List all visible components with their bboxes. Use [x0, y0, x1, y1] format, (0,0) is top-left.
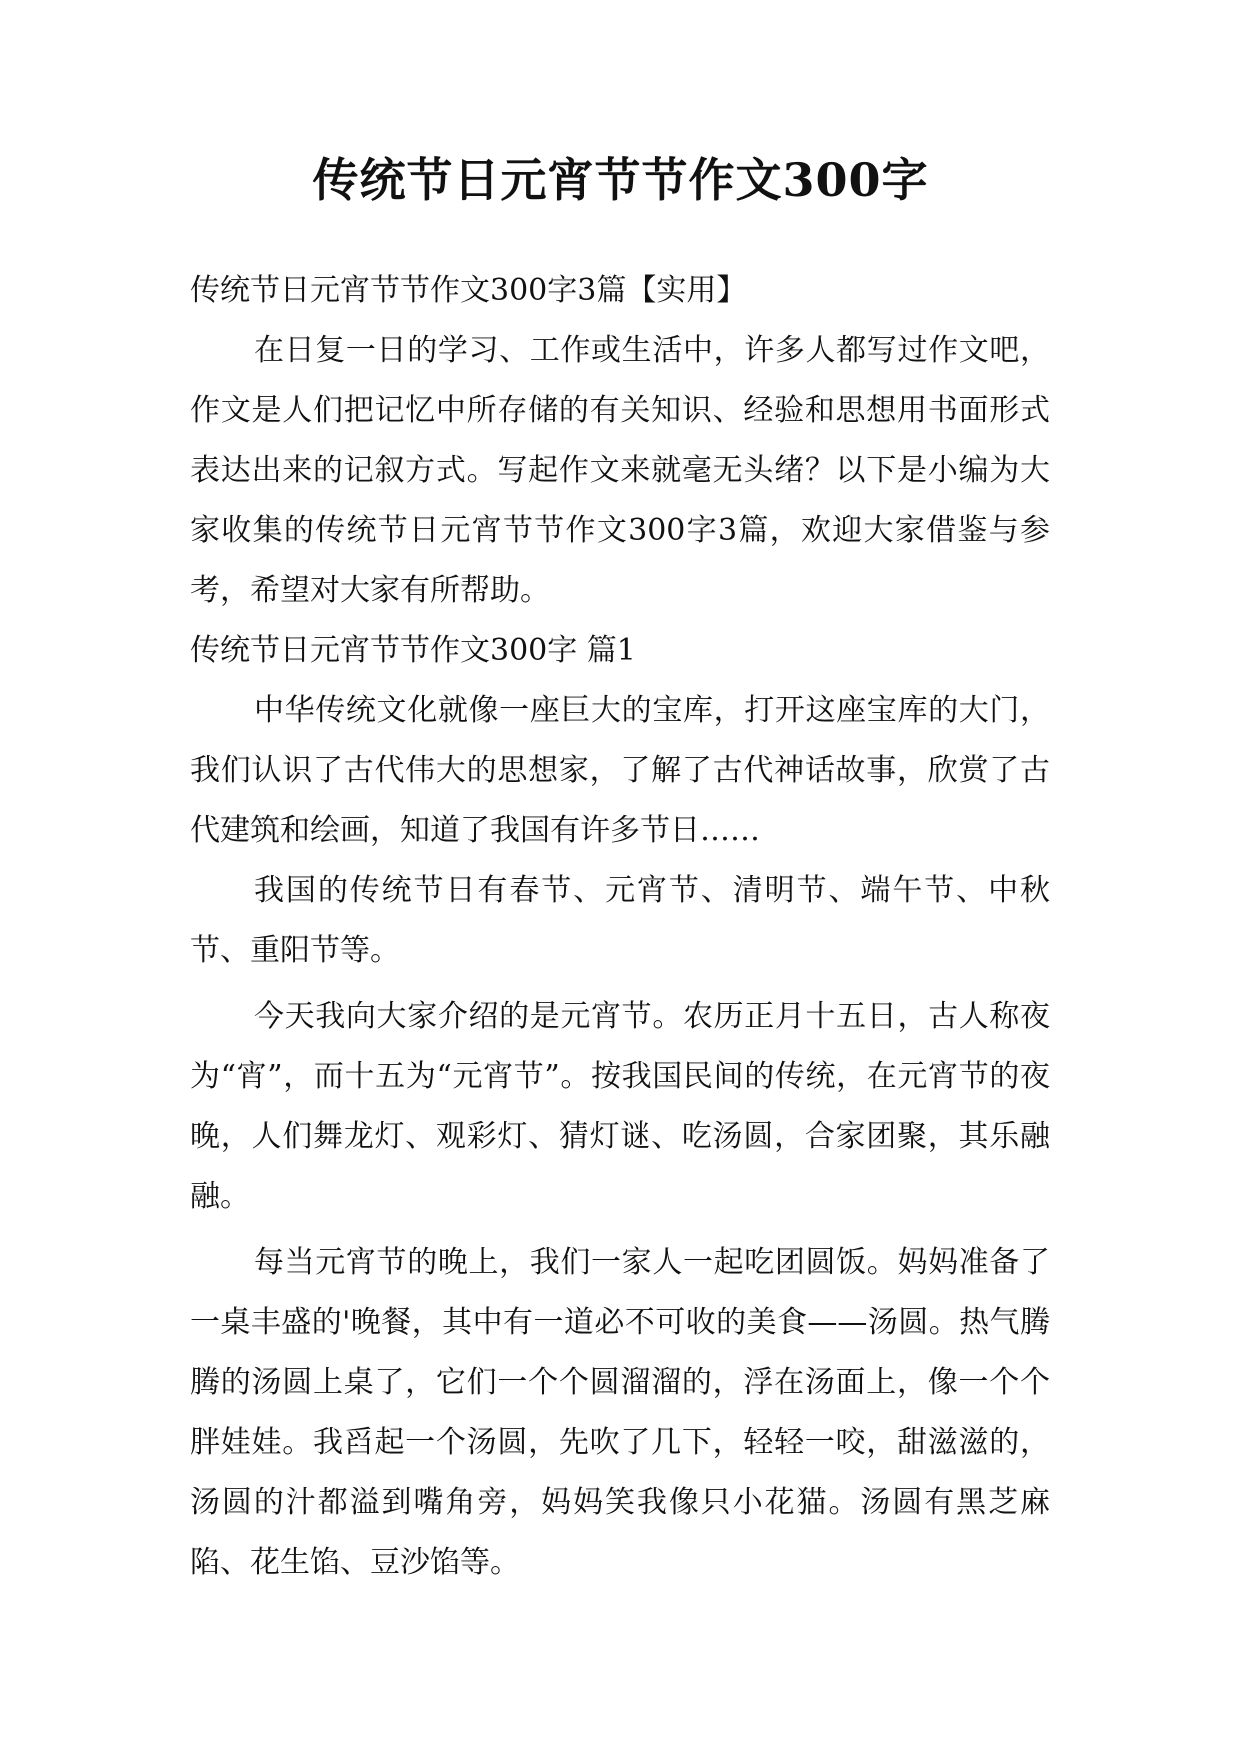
body-paragraph: 中华传统文化就像一座巨大的宝库，打开这座宝库的大门，我们认识了古代伟大的思想家，了解了古代神话故事，欣赏了古代建筑和绘画，知道了我国有许多节日……: [190, 693, 1050, 848]
body-paragraph: 每当元宵节的晚上，我们一家人一起吃团圆饭。妈妈准备了一桌丰盛的'晚餐，其中有一道必不可收的美食——汤圆。热气腾腾的汤圆上桌了，它们一个个圆溜溜的，浮在汤面上，像一个个胖娃娃。我舀起一个汤圆，先吹了几下，轻轻一咬，甜滋滋的，汤圆的汁都溢到嘴角旁，妈妈笑我像只小花猫。汤圆有黑芝麻陷、花生馅、豆沙馅等。: [190, 1245, 1050, 1580]
section-heading: 传统节日元宵节节作文300字 篇1: [190, 633, 636, 668]
document-title: 传统节日元宵节节作文300字: [312, 153, 929, 207]
intro-paragraph: 在日复一日的学习、工作或生活中，许多人都写过作文吧，作文是人们把记忆中所存储的有关知识、经验和思想用书面形式表达出来的记叙方式。写起作文来就毫无头绪？以下是小编为大家收集的传统节日元宵节节作文300字3篇，欢迎大家借鉴与参考，希望对大家有所帮助。: [190, 333, 1050, 608]
body-paragraph: 今天我向大家介绍的是元宵节。农历正月十五日，古人称夜为“宵”，而十五为“元宵节”。按我国民间的传统，在元宵节的夜晚，人们舞龙灯、观彩灯、猜灯谜、吃汤圆，合家团聚，其乐融融。: [190, 999, 1050, 1214]
body-paragraph: 我国的传统节日有春节、元宵节、清明节、端午节、中秋节、重阳节等。: [190, 873, 1050, 968]
document-subtitle: 传统节日元宵节节作文300字3篇【实用】: [190, 273, 747, 308]
document-body: [190, 261, 1050, 1593]
